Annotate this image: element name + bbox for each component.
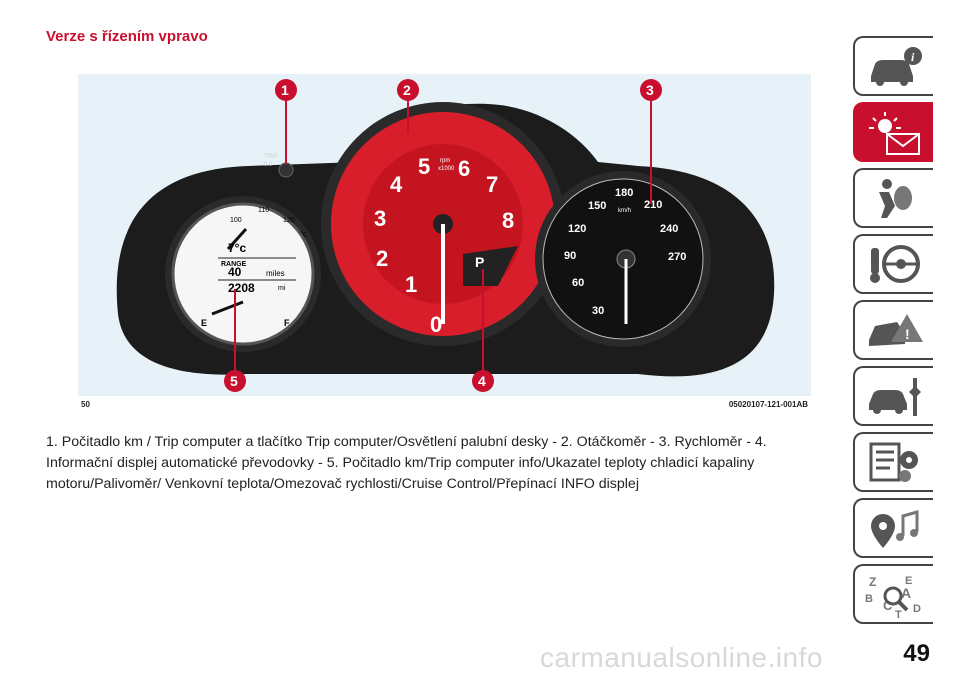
tacho-digit-7: 7 xyxy=(486,172,499,197)
svg-text:E: E xyxy=(905,575,913,587)
tacho-digit-2: 2 xyxy=(376,246,389,271)
seat-airbag-icon xyxy=(865,176,925,222)
speed-30: 30 xyxy=(592,305,605,317)
svg-text:3: 3 xyxy=(646,82,654,98)
svg-text:2: 2 xyxy=(403,82,411,98)
tachometer xyxy=(321,102,565,346)
figure-footer xyxy=(78,398,811,412)
callout-1 xyxy=(275,79,297,101)
tab-warning-lights[interactable] xyxy=(853,102,933,162)
speed-60: 60 xyxy=(572,277,585,289)
speed-240: 240 xyxy=(660,223,679,235)
gear-indicator: P xyxy=(475,254,485,270)
tacho-digit-4: 4 xyxy=(390,172,403,197)
callout-3 xyxy=(640,79,662,101)
page-number: 49 xyxy=(903,640,930,667)
temp-label-110: 110 xyxy=(258,207,270,214)
car-crash-warning-icon xyxy=(865,308,925,354)
speed-90: 90 xyxy=(564,250,577,262)
car-info-icon xyxy=(865,44,925,90)
speed-180: 180 xyxy=(615,187,634,199)
tacho-unit-x: x1000 xyxy=(438,166,455,172)
figure-caption: 1. Počitadlo km / Trip computer a tlačítko Trip computer/Osvětlení palubní desky - 2. Otáčkoměr - 3. Rychloměr - 4. Informační displej automatické převodovky - 5. Počitadlo km/Trip computer info/Ukazatel teploty chladicí kapaliny motoru/Palivoměr/ Venkovní teplota/Omezovač rychlosti/Cruise Control/Přepínací INFO displej xyxy=(46,434,767,492)
alphabetical-index-icon xyxy=(865,572,925,618)
speed-150: 150 xyxy=(588,200,607,212)
instrument-cluster-illustration xyxy=(78,74,811,396)
fuel-empty-label: E xyxy=(201,318,208,328)
multimedia-icon xyxy=(865,506,925,552)
steering-wheel-key-icon xyxy=(865,242,925,288)
tacho-digit-5: 5 xyxy=(418,154,431,179)
section-heading: Verze s řízením vpravo xyxy=(46,28,208,45)
svg-text:D: D xyxy=(913,603,921,615)
specs-gear-icon xyxy=(865,440,925,486)
fuel-full-label: F xyxy=(284,318,290,328)
tab-index[interactable] xyxy=(853,564,933,624)
outside-temp: 7°c xyxy=(228,241,247,255)
svg-text:B: B xyxy=(865,593,873,605)
left-gauge xyxy=(165,196,321,352)
speed-120: 120 xyxy=(568,223,587,235)
svg-text:T: T xyxy=(895,609,902,618)
tacho-digit-1: 1 xyxy=(405,272,418,297)
tab-emergency[interactable] xyxy=(853,300,933,360)
svg-text:C: C xyxy=(883,598,893,613)
speedometer xyxy=(535,171,711,347)
tacho-digit-6: 6 xyxy=(458,156,471,181)
warning-light-envelope-icon xyxy=(865,110,925,156)
figure-page-ref: 50 xyxy=(81,400,90,409)
callout-4 xyxy=(472,370,494,392)
svg-text:1: 1 xyxy=(281,82,289,98)
range-value: 40 xyxy=(228,265,242,279)
callout-5 xyxy=(224,370,246,392)
range-label: RANGE xyxy=(221,261,247,268)
callout-2 xyxy=(397,79,419,101)
odometer-unit: mi xyxy=(278,285,286,292)
tacho-digit-3: 3 xyxy=(374,206,387,231)
range-unit: miles xyxy=(266,269,285,278)
svg-text:!: ! xyxy=(905,326,910,342)
svg-text:i: i xyxy=(911,50,915,64)
figure-code: 05020107-121-001AB xyxy=(728,400,808,409)
tab-car-info[interactable] xyxy=(853,36,933,96)
svg-text:A: A xyxy=(901,585,912,601)
tab-maintenance[interactable] xyxy=(853,366,933,426)
temp-label-100: 100 xyxy=(230,217,242,224)
tacho-digit-0: 0 xyxy=(430,312,443,337)
speed-270: 270 xyxy=(668,251,687,263)
speed-unit: km/h xyxy=(618,208,632,214)
trip-label: TRIP xyxy=(264,154,278,160)
instrument-cluster-figure xyxy=(78,74,811,396)
tab-multimedia[interactable] xyxy=(853,498,933,558)
tab-technical-data[interactable] xyxy=(853,432,933,492)
speed-210: 210 xyxy=(644,199,663,211)
svg-text:4: 4 xyxy=(478,373,486,389)
tab-safety[interactable] xyxy=(853,168,933,228)
temp-label-120: 120 xyxy=(283,217,295,224)
tacho-unit-rpm: rpm xyxy=(440,158,451,164)
odometer-value: 2208 xyxy=(228,281,255,295)
tacho-digit-8: 8 xyxy=(502,208,515,233)
temp-unit: °c xyxy=(300,231,307,238)
tab-starting-driving[interactable] xyxy=(853,234,933,294)
svg-text:Z: Z xyxy=(869,575,877,589)
watermark: carmanualsonline.info xyxy=(540,642,823,673)
svg-text:5: 5 xyxy=(230,373,238,389)
trip-value: 0.0 xyxy=(264,162,273,168)
car-wrench-icon xyxy=(865,374,925,420)
